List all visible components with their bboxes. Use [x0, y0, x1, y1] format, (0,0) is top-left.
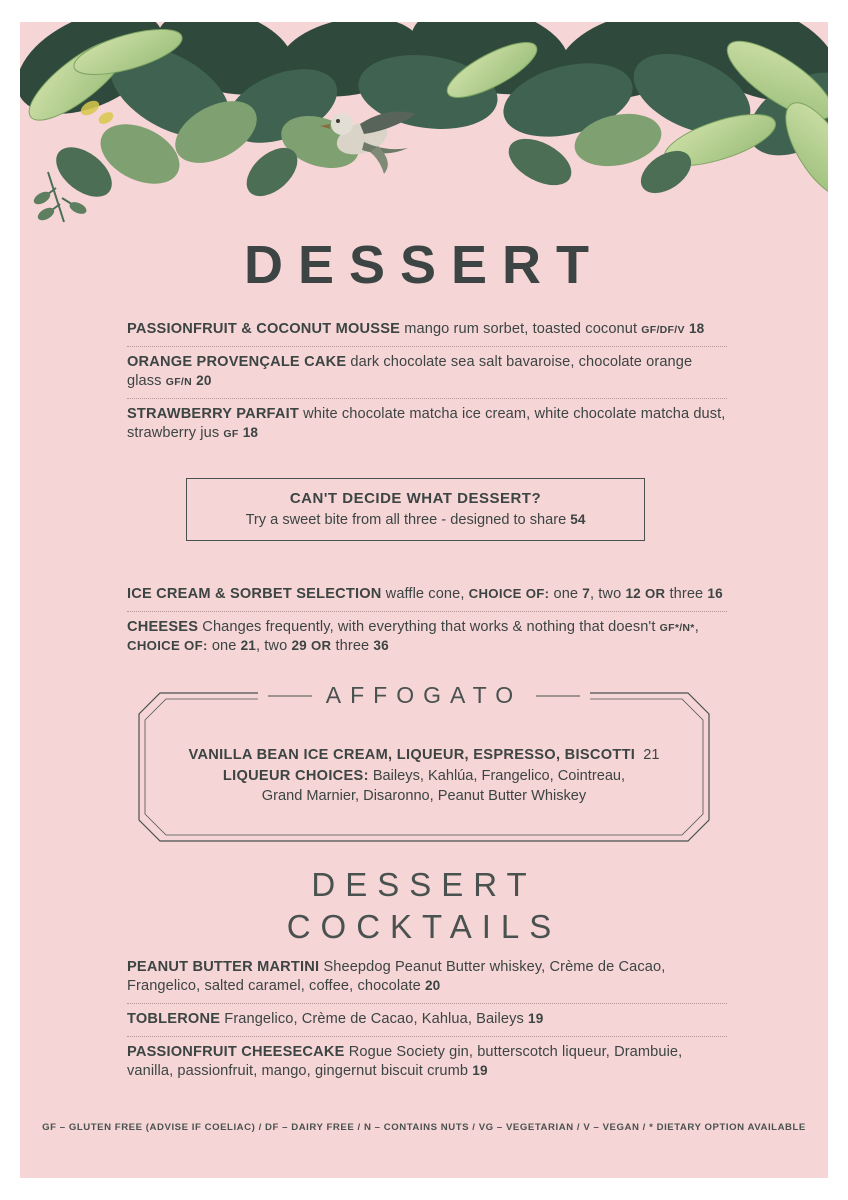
cocktail-item — [127, 1037, 727, 1088]
page-title-text: DESSERT — [243, 235, 605, 295]
item-comma: , — [694, 618, 699, 635]
cocktail-item — [127, 952, 727, 1004]
menu-item — [127, 347, 727, 399]
foliage-illustration — [20, 22, 828, 242]
item-choice-label: CHOICE OF: — [468, 586, 550, 601]
foliage-svg — [20, 22, 828, 242]
item-desc: Frangelico, Crème de Cacao, Kahlua, Baileys — [220, 1010, 529, 1027]
item-name: STRAWBERRY PARFAIT — [127, 405, 299, 422]
item-choice-1: one — [207, 637, 241, 654]
item-name: PASSIONFRUIT & COCONUT MOUSSE — [127, 321, 401, 337]
affogato-line-1 — [158, 745, 690, 766]
dessert-list — [127, 314, 727, 450]
page-title — [20, 234, 828, 296]
item-desc: waffle cone, — [381, 586, 469, 602]
item-choice-or: OR — [644, 586, 666, 601]
cant-decide-subtitle — [197, 512, 634, 528]
item-name: PEANUT BUTTER MARTINI — [127, 959, 320, 975]
dietary-legend: GF – GLUTEN FREE (ADVISE IF COELIAC) / DF – DAIRY FREE / N – CONTAINS NUTS / VG – VEGETARIAN / V – VEGAN / * DIETARY OPTION AVAILABLE — [42, 1122, 806, 1133]
affogato-components: VANILLA BEAN ICE CREAM, LIQUEUR, ESPRESSO, BISCOTTI — [188, 747, 636, 763]
cant-decide-box — [186, 478, 645, 541]
item-desc: mango rum sorbet, toasted coconut — [400, 321, 642, 337]
item-choice-3: three — [331, 637, 374, 654]
item-desc: dark chocolate sea salt bavaroise, chocolate orange glass — [127, 353, 693, 389]
item-name: ORANGE PROVENÇALE CAKE — [127, 353, 347, 370]
item-desc: Changes frequently, with everything that works & nothing that doesn't — [198, 618, 660, 635]
liqueur-choices-label: LIQUEUR CHOICES: — [222, 767, 369, 784]
liqueur-list-2-row — [158, 786, 690, 807]
item-choice-1: one — [549, 586, 583, 602]
item-price: 19 — [472, 1062, 488, 1078]
item-choice-2: , two — [255, 637, 292, 654]
item-choice-label: CHOICE OF: — [127, 637, 208, 653]
item-choice-or: OR — [310, 637, 332, 653]
item-price-two: 29 — [291, 637, 307, 653]
item-name: ICE CREAM & SORBET SELECTION — [127, 586, 382, 602]
cant-decide-text: Try a sweet bite from all three - designed to share — [245, 512, 571, 528]
liqueur-list-2: Grand Marnier, Disaronno, Peanut Butter Whiskey — [261, 788, 587, 805]
cant-decide-price: 54 — [570, 512, 586, 527]
item-price: 18 — [242, 424, 259, 440]
item-choice-2: , two — [589, 586, 626, 602]
item-price-one: 21 — [240, 637, 256, 653]
item-name: CHEESES — [127, 618, 199, 635]
item-dietary-tag: GF/N — [165, 375, 193, 388]
item-price-three: 36 — [373, 637, 389, 653]
affogato-title — [138, 682, 710, 709]
liqueur-list-1: Baileys, Kahlúa, Frangelico, Cointreau, — [368, 767, 626, 784]
item-price: 20 — [425, 977, 441, 993]
item-desc: white chocolate matcha ice cream, white chocolate matcha dust, strawberry jus — [127, 405, 726, 441]
cocktails-heading — [20, 864, 828, 948]
menu-card — [20, 22, 828, 1178]
cocktails-heading-line-1: DESSERT — [311, 866, 537, 903]
menu-item — [127, 612, 727, 663]
affogato-title-text: AFFOGATO — [312, 682, 536, 708]
item-dietary-tag: GF*/N* — [659, 621, 695, 634]
menu-item — [127, 579, 727, 612]
item-price-two: 12 — [625, 586, 641, 601]
item-price-three: 16 — [707, 586, 723, 601]
item-price: 18 — [688, 321, 705, 336]
item-price: 19 — [528, 1010, 544, 1026]
affogato-body — [158, 745, 690, 807]
cant-decide-title: CAN'T DECIDE WHAT DESSERT? — [289, 490, 542, 507]
item-price: 20 — [196, 372, 212, 388]
item-price-one: 7 — [582, 586, 590, 601]
item-desc: Sheepdog Peanut Butter whiskey, Crème de Cacao, Frangelico, salted caramel, coffee, chocolate — [127, 959, 666, 994]
item-name: TOBLERONE — [127, 1010, 221, 1027]
cocktails-list — [127, 952, 727, 1088]
affogato-liqueurs — [158, 766, 690, 787]
item-dietary-tag: GF — [223, 427, 239, 440]
cocktail-item — [127, 1004, 727, 1037]
item-desc: Rogue Society gin, butterscotch liqueur, Drambuie, vanilla, passionfruit, mango, gingernut biscuit crumb — [127, 1043, 683, 1079]
item-choice-3: three — [665, 586, 708, 602]
item-dietary-tag: GF/DF/V — [641, 324, 685, 336]
affogato-section — [138, 682, 710, 842]
item-name: PASSIONFRUIT CHEESECAKE — [127, 1043, 345, 1060]
menu-item — [127, 399, 727, 450]
menu-item — [127, 314, 727, 347]
affogato-price: 21 — [643, 747, 660, 763]
dessert-list-secondary — [127, 579, 727, 663]
cocktails-heading-line-2: COCKTAILS — [286, 908, 562, 946]
